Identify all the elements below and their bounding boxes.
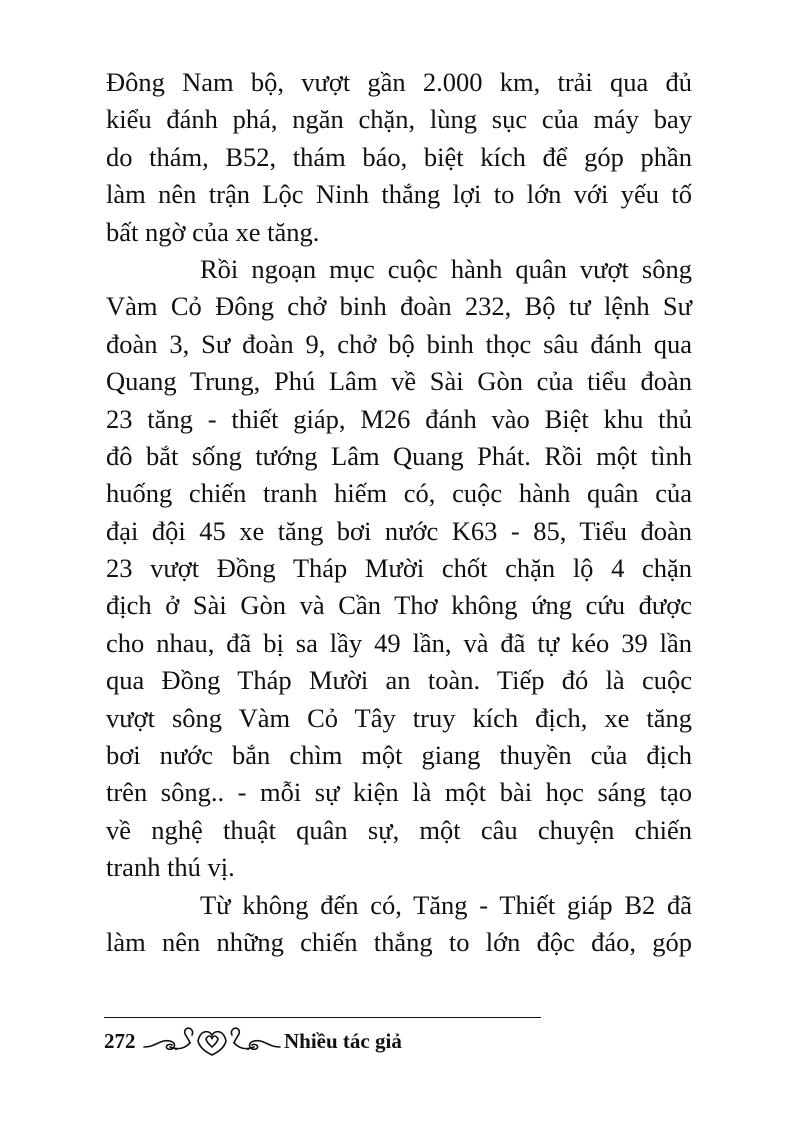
text-line: làm nên những chiến thắng to lớn độc đáo, góp bbox=[106, 926, 692, 957]
text-line: làm nên trận Lộc Ninh thắng lợi to lớn với yếu tố bbox=[106, 179, 692, 210]
footer-divider bbox=[104, 1017, 541, 1018]
page-footer bbox=[104, 1013, 544, 1063]
text-line: trên sông.. - mỗi sự kiện là một bài học sáng tạo bbox=[106, 777, 692, 808]
text-line: Vàm Cỏ Đông chở binh đoàn 232, Bộ tư lệnh Sư bbox=[106, 291, 692, 322]
text-line: 23 tăng - thiết giáp, M26 đánh vào Biệt khu thủ bbox=[106, 403, 692, 434]
paragraph-start-line: Từ không đến có, Tăng - Thiết giáp B2 đã bbox=[200, 889, 692, 920]
text-line: về nghệ thuật quân sự, một câu chuyện chiến bbox=[106, 814, 692, 845]
text-line: huống chiến tranh hiếm có, cuộc hành quân của bbox=[106, 478, 692, 509]
text-line: kiểu đánh phá, ngăn chặn, lùng sục của máy bay bbox=[106, 104, 692, 135]
paragraph-start-line: Rồi ngoạn mục cuộc hành quân vượt sông bbox=[200, 253, 692, 284]
text-line: đoàn 3, Sư đoàn 9, chở bộ binh thọc sâu đánh qua bbox=[106, 328, 692, 359]
text-line: do thám, B52, thám báo, biệt kích để góp phần bbox=[106, 141, 692, 172]
text-line: bất ngờ của xe tăng. bbox=[106, 216, 320, 247]
author-credit: Nhiều tác giả bbox=[284, 1029, 402, 1053]
text-line: đô bắt sống tướng Lâm Quang Phát. Rồi một tình bbox=[106, 440, 692, 471]
decorative-flourish-icon bbox=[142, 1023, 282, 1057]
body-text bbox=[106, 64, 692, 961]
text-line: bơi nước bắn chìm một giang thuyền của địch bbox=[106, 740, 692, 771]
text-line: 23 vượt Đồng Tháp Mười chốt chặn lộ 4 chặn bbox=[106, 553, 692, 584]
text-line: Quang Trung, Phú Lâm về Sài Gòn của tiểu đoàn bbox=[106, 366, 692, 397]
text-line: tranh thú vị. bbox=[106, 852, 235, 883]
text-line: đại đội 45 xe tăng bơi nước K63 - 85, Tiểu đoàn bbox=[106, 515, 692, 546]
page-number: 272 bbox=[104, 1029, 136, 1053]
text-line: cho nhau, đã bị sa lầy 49 lần, và đã tự kéo 39 lần bbox=[106, 627, 692, 658]
text-line: địch ở Sài Gòn và Cần Thơ không ứng cứu được bbox=[106, 590, 692, 621]
text-line: qua Đồng Tháp Mười an toàn. Tiếp đó là cuộc bbox=[106, 665, 692, 696]
text-line: vượt sông Vàm Cỏ Tây truy kích địch, xe tăng bbox=[106, 702, 692, 733]
text-line: Đông Nam bộ, vượt gần 2.000 km, trải qua đủ bbox=[106, 67, 692, 97]
